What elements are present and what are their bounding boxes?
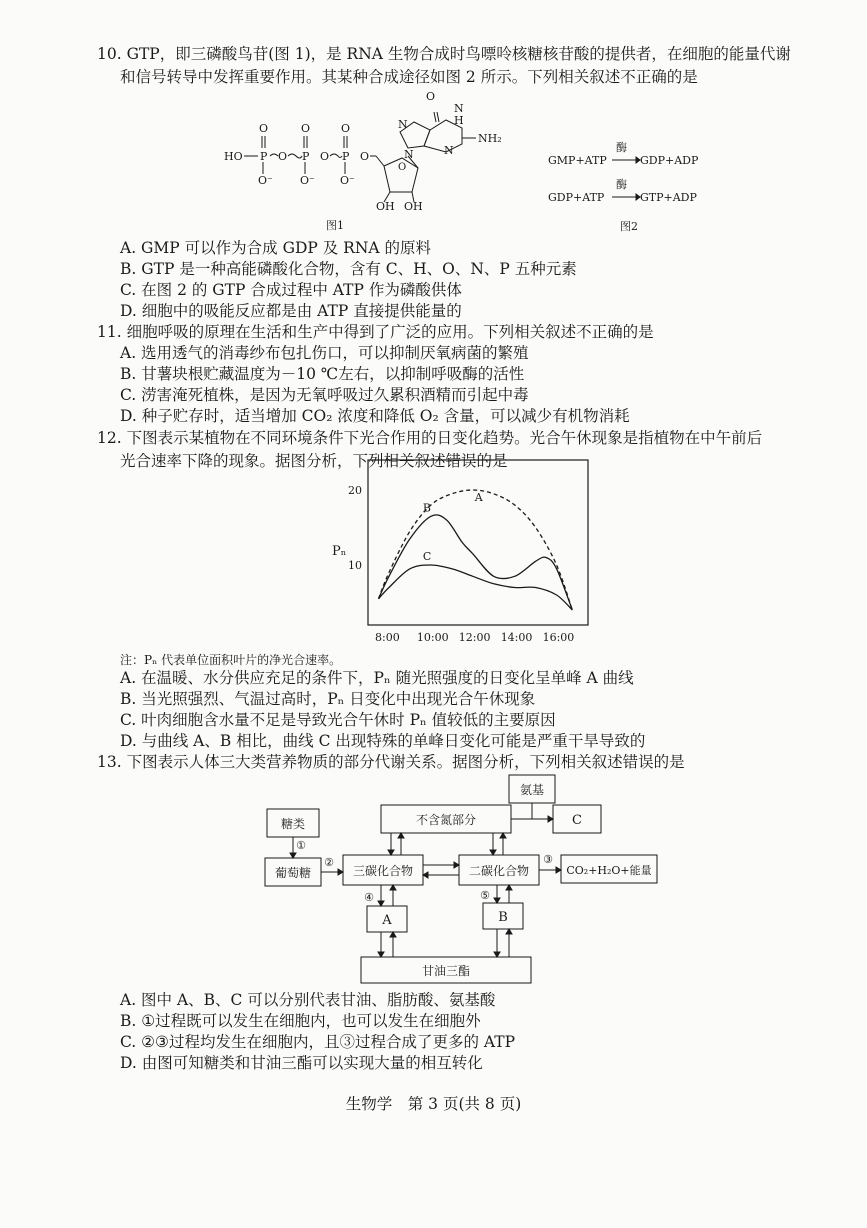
- series-label-B: B: [422, 501, 431, 515]
- q11-option-b: B. 甘薯块根贮藏温度为－10 ℃左右，以抑制呼吸酶的活性: [120, 365, 525, 383]
- metabolism-diagram: [255, 773, 665, 988]
- y-tick-label: 20: [348, 484, 362, 497]
- x-tick-label: 14:00: [500, 631, 533, 644]
- q11-option-a: A. 选用透气的消毒纱布包扎伤口，可以抑制厌氧病菌的繁殖: [120, 344, 529, 362]
- label-tg: 甘油三酯: [421, 964, 471, 978]
- label-c3: 三碳化合物: [352, 864, 414, 878]
- q10-stem-line2: 和信号转导中发挥重要作用。其某种合成途径如图 2 所示。下列相关叙述不正确的是: [120, 68, 698, 86]
- q12-option-c: C. 叶肉细胞含水量不足是导致光合午休时 Pₙ 值较低的主要原因: [120, 711, 556, 729]
- photosynthesis-chart: [320, 455, 600, 650]
- fig1-label: O: [301, 122, 311, 135]
- fig1-label: NH₂: [478, 132, 502, 145]
- fig1-label: N: [444, 144, 454, 157]
- fig1-label: O⁻: [258, 174, 273, 187]
- q12-stem-line1: 12. 下图表示某植物在不同环境条件下光合作用的日变化趋势。光合午休现象是指植物在中午前后: [97, 429, 763, 447]
- label-non-n: 不含氮部分: [415, 813, 477, 827]
- step-3: ③: [543, 853, 553, 866]
- series-label-A: A: [474, 491, 483, 504]
- series-line-C: [379, 565, 573, 610]
- q13-option-a: A. 图中 A、B、C 可以分别代表甘油、脂肪酸、氨基酸: [120, 991, 496, 1009]
- q11-stem: 11. 细胞呼吸的原理在生活和生产中得到了广泛的应用。下列相关叙述不正确的是: [97, 323, 654, 341]
- x-tick-label: 16:00: [542, 631, 575, 644]
- q10-stem-line1: 10. GTP，即三磷酸鸟苷(图 1)，是 RNA 生物合成时鸟嘌呤核糖核苷酸的提供者，在细胞的能量代谢: [97, 45, 791, 63]
- fig1-label: H: [454, 114, 464, 127]
- svg-text:O: O: [398, 162, 407, 173]
- q12-option-d: D. 与曲线 A、B 相比，曲线 C 出现特殊的单峰日变化可能是严重干旱导致的: [120, 732, 646, 750]
- q12-option-b: B. 当光照强烈、气温过高时，Pₙ 日变化中出现光合午休现象: [120, 690, 536, 708]
- fig1-label: OH: [404, 200, 423, 213]
- q12-stem-line2: 光合速率下降的现象。据图分析，下列相关叙述错误的是: [120, 452, 508, 470]
- fig1-label: O: [360, 150, 370, 163]
- x-tick-label: 10:00: [416, 631, 449, 644]
- reaction1-reactants: GMP+ATP: [548, 154, 607, 167]
- q11-option-d: D. 种子贮存时，适当增加 CO₂ 浓度和降低 O₂ 含量，可以减少有机物消耗: [120, 407, 630, 425]
- fig1-label: N: [454, 102, 464, 115]
- step-1: ①: [296, 839, 306, 852]
- q13-option-c: C. ②③过程均发生在细胞内，且③过程合成了更多的 ATP: [120, 1033, 515, 1051]
- reaction1-products: GDP+ADP: [640, 154, 699, 167]
- x-tick-label: 8:00: [375, 631, 400, 644]
- enzyme-label: 酶: [616, 178, 627, 191]
- fig1-label: O: [320, 150, 330, 163]
- fig1-label: P: [302, 150, 310, 163]
- y-axis-label: Pₙ: [332, 544, 347, 559]
- series-label-C: C: [422, 550, 432, 563]
- label-sugar: 糖类: [280, 817, 306, 831]
- label-a: A: [382, 913, 392, 928]
- fig1-label: OH: [376, 200, 395, 213]
- step-2: ②: [324, 856, 334, 869]
- series-line-A: [379, 490, 573, 610]
- label-amino: 氨基: [519, 783, 545, 797]
- fig1-label: O⁻: [340, 174, 355, 187]
- label-b: B: [498, 910, 508, 925]
- x-tick-label: 12:00: [458, 631, 491, 644]
- fig1-label: P: [260, 150, 268, 163]
- enzyme-label: 酶: [616, 141, 627, 154]
- gtp-structure-figure: [218, 88, 518, 233]
- fig1-label: O: [259, 122, 269, 135]
- chart-frame: [368, 460, 588, 625]
- label-products: CO₂+H₂O+能量: [566, 864, 652, 877]
- q10-option-b: B. GTP 是一种高能磷酸化合物，含有 C、H、O、N、P 五种元素: [120, 260, 577, 278]
- q13-option-d: D. 由图可知糖类和甘油三酯可以实现大量的相互转化: [120, 1054, 483, 1072]
- q10-option-d: D. 细胞中的吸能反应都是由 ATP 直接提供能量的: [120, 302, 462, 320]
- y-tick-label: 10: [348, 559, 362, 572]
- fig1-caption: 图1: [326, 219, 344, 232]
- label-c2: 二碳化合物: [468, 864, 530, 878]
- series-line-B: [379, 515, 573, 610]
- fig1-label: O: [426, 90, 436, 103]
- label-glucose: 葡萄糖: [274, 866, 312, 880]
- fig1-label: N: [404, 148, 414, 161]
- fig2-caption: 图2: [620, 220, 638, 233]
- step-4: ④: [364, 891, 374, 904]
- q12-note: 注：Pₙ 代表单位面积叶片的净光合速率。: [120, 653, 342, 667]
- q12-option-a: A. 在温暖、水分供应充足的条件下，Pₙ 随光照强度的日变化呈单峰 A 曲线: [120, 669, 634, 687]
- fig1-label: N: [398, 118, 408, 131]
- label-c: C: [572, 813, 582, 828]
- step-5: ⑤: [480, 889, 490, 902]
- fig1-label: HO: [224, 150, 243, 163]
- q13-option-b: B. ①过程既可以发生在细胞内，也可以发生在细胞外: [120, 1012, 481, 1030]
- q13-stem: 13. 下图表示人体三大类营养物质的部分代谢关系。据图分析，下列相关叙述错误的是: [97, 753, 685, 771]
- q10-option-c: C. 在图 2 的 GTP 合成过程中 ATP 作为磷酸供体: [120, 281, 462, 299]
- q11-option-c: C. 涝害淹死植株，是因为无氧呼吸过久累积酒精而引起中毒: [120, 386, 529, 404]
- fig1-label: O: [341, 122, 351, 135]
- gtp-synthesis-reactions: [548, 140, 708, 235]
- page-footer: 生物学 第 3 页(共 8 页): [345, 1095, 522, 1113]
- fig1-label: O⁻: [300, 174, 315, 187]
- reaction2-products: GTP+ADP: [640, 191, 697, 204]
- fig1-label: P: [342, 150, 350, 163]
- fig1-label: O: [278, 150, 288, 163]
- q10-option-a: A. GMP 可以作为合成 GDP 及 RNA 的原料: [120, 239, 432, 257]
- reaction2-reactants: GDP+ATP: [548, 191, 605, 204]
